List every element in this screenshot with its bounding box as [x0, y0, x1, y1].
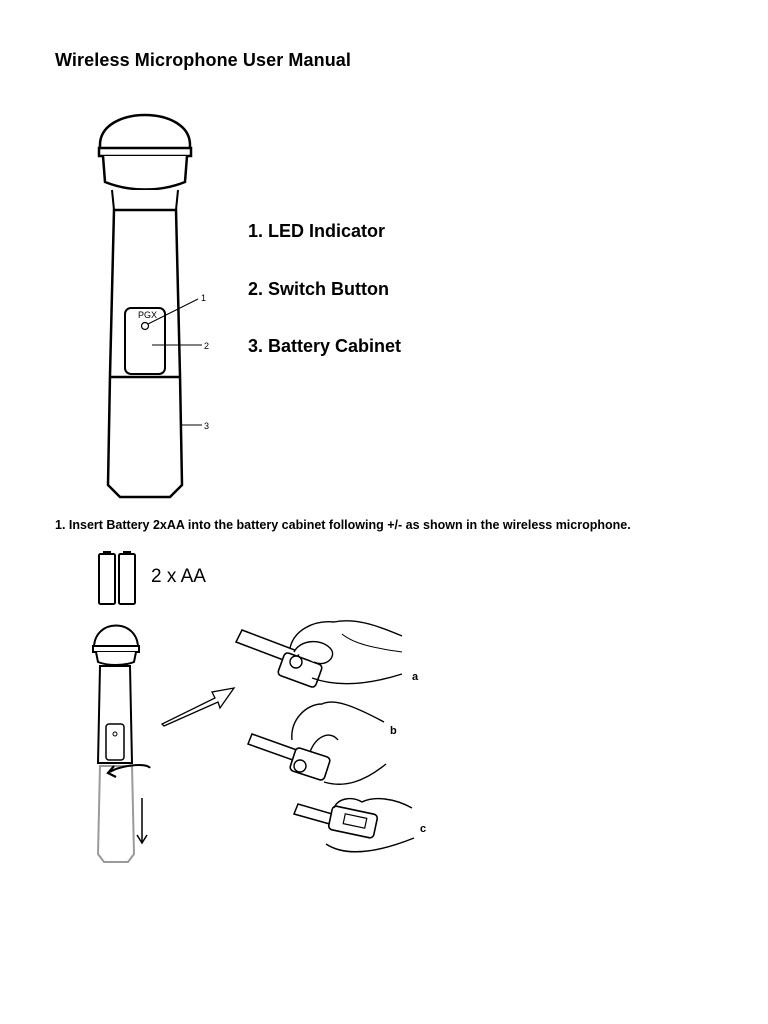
- direction-arrow-icon: [160, 680, 240, 730]
- callout-led-indicator: 1. LED Indicator: [248, 221, 386, 241]
- battery-count-label: 2 x AA: [151, 566, 206, 587]
- callout-switch-button: 2. Switch Button: [248, 279, 389, 299]
- microphone-battery-removal: [88, 616, 168, 868]
- microphone-diagram: [90, 100, 230, 510]
- mic-grille-band: [99, 148, 191, 156]
- battery-insertion-steps: [234, 612, 434, 864]
- part-number-1: 1: [201, 293, 207, 303]
- step-b-illustration: [248, 702, 386, 784]
- step-label-a: a: [412, 671, 419, 683]
- callout-battery-cabinet: 3. Battery Cabinet: [248, 336, 402, 356]
- part-number-2: 2: [204, 341, 210, 351]
- mic-brand-mark: PGX: [138, 310, 158, 320]
- step-c-illustration: [294, 799, 414, 852]
- step-label-c: c: [420, 823, 427, 835]
- step-a-illustration: [236, 621, 402, 688]
- part-number-3: 3: [204, 421, 210, 431]
- battery-aa-right: [119, 554, 135, 604]
- step-label-b: b: [390, 725, 397, 737]
- document-title: Wireless Microphone User Manual: [55, 50, 352, 70]
- batteries-illustration: [96, 548, 140, 608]
- instruction-step-1: 1. Insert Battery 2xAA into the battery cabinet following +/- as shown in the wireless microphone.: [55, 518, 631, 532]
- mic-grille: [100, 115, 190, 150]
- led-indicator-mark: [142, 323, 149, 330]
- battery-aa-left: [99, 554, 115, 604]
